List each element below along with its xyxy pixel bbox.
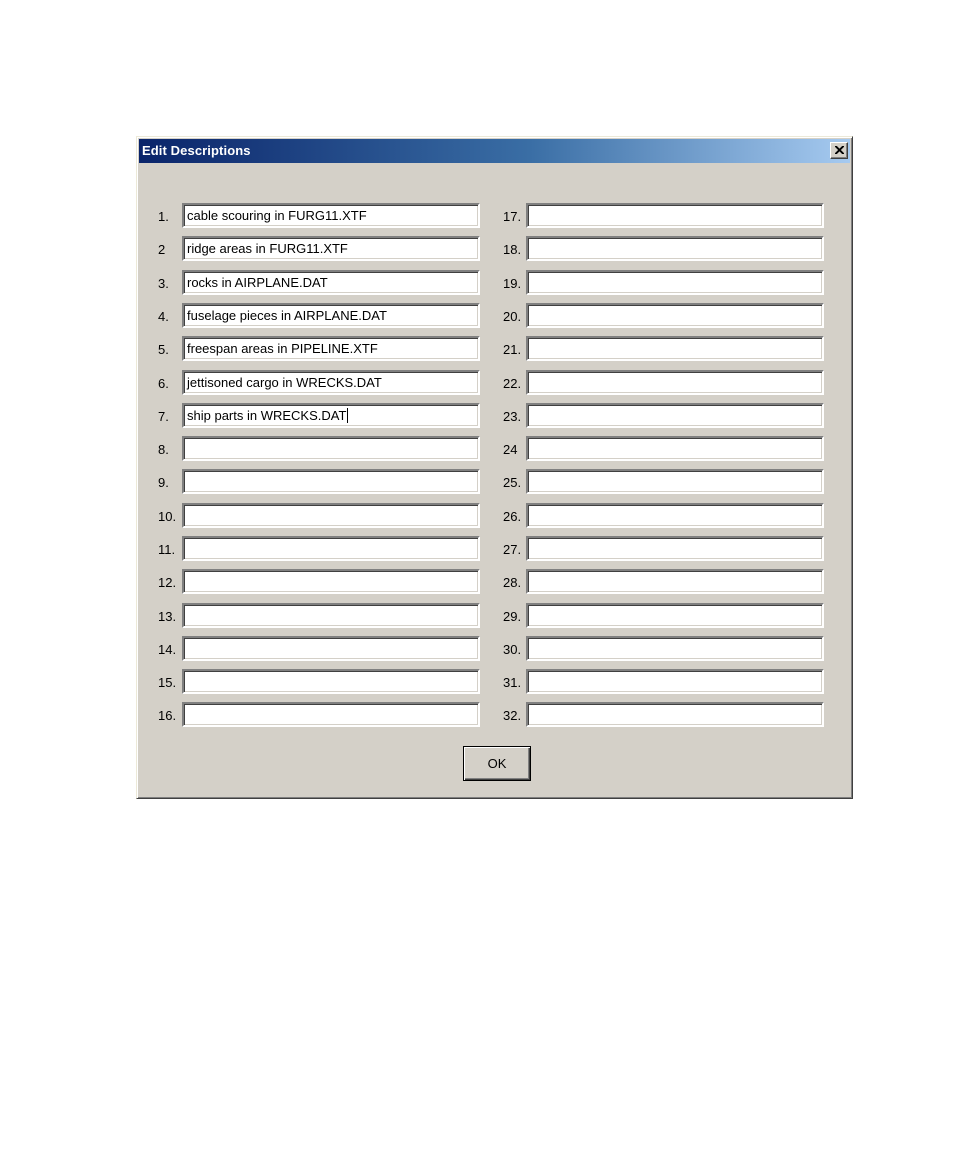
title-bar[interactable] [139,139,850,163]
description-row [158,236,488,262]
row-number-label: 24 [503,442,518,457]
description-row [158,203,488,229]
text-caret [347,408,348,423]
description-row [503,569,833,595]
row-number-label: 31. [503,675,522,690]
edit-descriptions-dialog [136,136,853,799]
row-number-label: 21. [503,342,522,357]
description-input[interactable] [526,636,824,661]
description-row [158,436,488,462]
description-input[interactable] [182,270,480,295]
row-number-label: 3. [158,276,169,291]
ok-button[interactable] [463,746,531,781]
row-number-label: 8. [158,442,169,457]
row-number-label: 12. [158,575,177,590]
description-row [503,702,833,728]
description-input[interactable] [182,403,480,428]
row-number-label: 15. [158,675,177,690]
description-input[interactable] [526,236,824,261]
row-number-label: 20. [503,309,522,324]
description-input[interactable] [526,603,824,628]
description-row [503,203,833,229]
description-row [503,669,833,695]
description-row [158,503,488,529]
description-input[interactable] [526,669,824,694]
description-input[interactable] [182,503,480,528]
description-row [503,536,833,562]
description-row [158,702,488,728]
row-number-label: 6. [158,376,169,391]
description-input-value: fuselage pieces in AIRPLANE.DAT [187,308,387,323]
description-input[interactable] [182,702,480,727]
description-input-value: freespan areas in PIPELINE.XTF [187,341,378,356]
description-input[interactable] [182,236,480,261]
description-input[interactable] [182,370,480,395]
row-number-label: 18. [503,242,522,257]
description-row [158,669,488,695]
description-row [158,370,488,396]
description-input[interactable] [182,336,480,361]
row-number-label: 5. [158,342,169,357]
close-icon [835,146,844,154]
ok-button-label: OK [487,756,507,771]
description-input-value: rocks in AIRPLANE.DAT [187,275,328,290]
description-row [503,270,833,296]
description-row [503,469,833,495]
row-number-label: 27. [503,542,522,557]
description-input-value: ridge areas in FURG11.XTF [187,241,348,256]
description-input[interactable] [182,436,480,461]
row-number-label: 26. [503,509,522,524]
description-input[interactable] [526,203,824,228]
row-number-label: 30. [503,642,522,657]
row-number-label: 16. [158,708,177,723]
description-input[interactable] [526,370,824,395]
description-row [503,336,833,362]
description-row [503,236,833,262]
description-input[interactable] [526,270,824,295]
description-row [158,336,488,362]
description-row [158,469,488,495]
row-number-label: 2 [158,242,166,257]
description-input[interactable] [182,669,480,694]
description-input[interactable] [182,569,480,594]
description-input[interactable] [526,569,824,594]
row-number-label: 19. [503,276,522,291]
row-number-label: 23. [503,409,522,424]
description-input[interactable] [182,303,480,328]
description-row [158,270,488,296]
row-number-label: 10. [158,509,177,524]
description-input-value: jettisoned cargo in WRECKS.DAT [187,375,382,390]
row-number-label: 28. [503,575,522,590]
row-number-label: 7. [158,409,169,424]
description-input-value: cable scouring in FURG11.XTF [187,208,367,223]
description-input[interactable] [526,536,824,561]
description-row [503,436,833,462]
description-input[interactable] [182,636,480,661]
description-input[interactable] [526,336,824,361]
row-number-label: 29. [503,609,522,624]
description-input[interactable] [526,503,824,528]
description-input[interactable] [182,203,480,228]
description-row [503,636,833,662]
description-row [503,303,833,329]
row-number-label: 17. [503,209,522,224]
description-input[interactable] [526,469,824,494]
description-input[interactable] [526,303,824,328]
close-button[interactable] [830,142,848,159]
description-row [503,503,833,529]
row-number-label: 9. [158,475,169,490]
description-row [158,569,488,595]
description-input[interactable] [182,536,480,561]
description-row [158,603,488,629]
description-row [158,403,488,429]
dialog-title: Edit Descriptions [142,143,251,158]
row-number-label: 25. [503,475,522,490]
row-number-label: 22. [503,376,522,391]
description-row [503,370,833,396]
row-number-label: 32. [503,708,522,723]
description-input-value: ship parts in WRECKS.DAT [187,408,347,423]
row-number-label: 1. [158,209,169,224]
description-row [158,536,488,562]
description-input[interactable] [182,469,480,494]
row-number-label: 13. [158,609,177,624]
description-row [158,303,488,329]
description-input[interactable] [182,603,480,628]
row-number-label: 14. [158,642,177,657]
description-input[interactable] [526,436,824,461]
description-row [158,636,488,662]
row-number-label: 11. [158,542,176,557]
description-input[interactable] [526,403,824,428]
description-input[interactable] [526,702,824,727]
description-row [503,403,833,429]
description-row [503,603,833,629]
row-number-label: 4. [158,309,169,324]
